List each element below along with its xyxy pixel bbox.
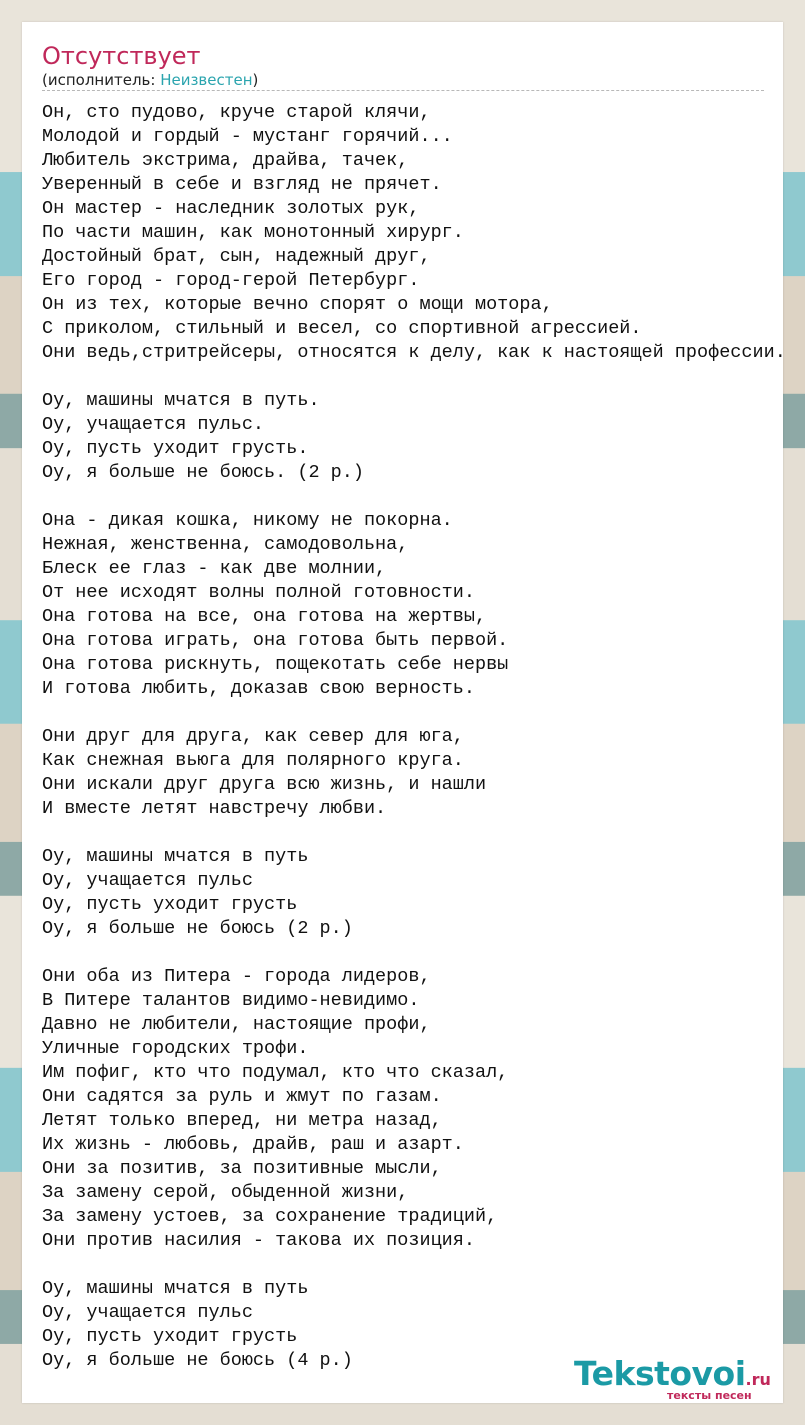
artist-link[interactable]: Неизвестен — [160, 71, 253, 89]
logo-domain: .ru — [745, 1370, 771, 1389]
header-divider — [42, 90, 764, 91]
artist-prefix: (исполнитель: — [42, 71, 161, 89]
song-title: Отсутствует — [42, 42, 201, 70]
site-logo[interactable] — [574, 1355, 779, 1405]
artist-line — [42, 71, 258, 89]
lyrics-card — [22, 22, 786, 1403]
lyrics-text: Он, сто пудово, круче старой клячи, Молодой и гордый - мустанг горячий... Любитель экстрима, драйва, тачек, Уверенный в себе и взгляд не прячет. Он мастер - наследник золотых рук, По части машин, как монотонный хирург. Достойный брат, сын, надежный друг, Его город - город-герой Петербург. Он из тех, которые вечно спорят о мощи мотора, С приколом, стильный и весел, со спортивной агрессией. Они ведь,стритрейсеры, относятся к делу, как к настоящей профессии. Оу, машины мчатся в путь. Оу, учащается пульс. Оу, пусть уходит грусть. Оу, я больше не боюсь. (2 р.) Она - дикая кошка, никому не покорна. Нежная, женственна, самодовольна, Блеск ее глаз - как две молнии, От нее исходят волны полной готовности. Она готова на все, она готова на жертвы, Она готова играть, она готова быть первой. Она готова рискнуть, пощекотать себе нервы И готова любить, доказав свою верность. Они друг для друга, как север для юга, Как снежная вьюга для полярного круга. Они искали друг друга всю жизнь, и нашли И вместе летят навстречу любви. Оу, машины мчатся в путь Оу, учащается пульс Оу, пусть уходит грусть Оу, я больше не боюсь (2 р.) Они оба из Питера - города лидеров, В Питере талантов видимо-невидимо. Давно не любители, настоящие профи, Уличные городских трофи. Им пофиг, кто что подумал, кто что сказал, Они садятся за руль и жмут по газам. Летят только вперед, ни метра назад, Их жизнь - любовь, драйв, раш и азарт. Они за позитив, за позитивные мысли, За замену серой, обыденной жизни, За замену устоев, за сохранение традиций, Они против насилия - такова их позиция. Оу, машины мчатся в путь Оу, учащается пульс Оу, пусть уходит грусть Оу, я больше не боюсь (4 р.) — [42, 102, 786, 1371]
artist-suffix: ) — [252, 71, 259, 89]
logo-tagline: тексты песен — [667, 1389, 752, 1402]
logo-name: Tekstovoi — [574, 1354, 746, 1393]
